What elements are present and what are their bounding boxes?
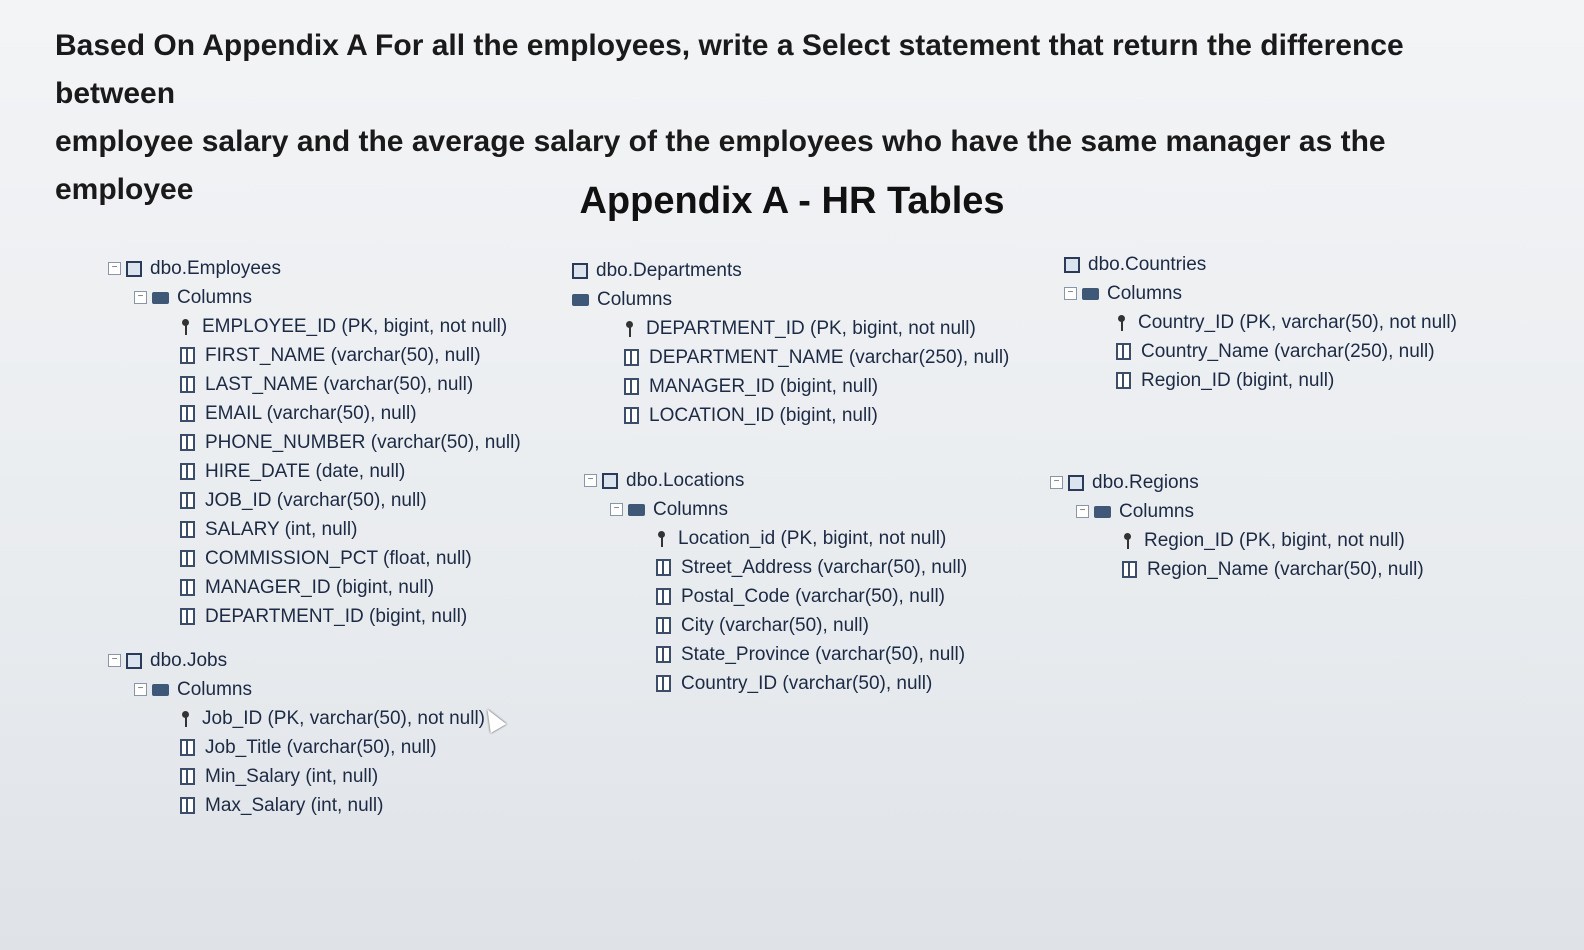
collapse-icon[interactable]: −: [134, 291, 147, 304]
column-label: FIRST_NAME (varchar(50), null): [205, 344, 481, 366]
key-icon: [656, 531, 666, 547]
question-line-2: employee salary and the average salary of the employees who have the same manager as the employee: [55, 125, 1386, 206]
table-node[interactable]: [584, 466, 967, 495]
collapse-icon[interactable]: −: [108, 654, 121, 667]
column-icon: [1116, 343, 1131, 360]
folder-icon: [572, 294, 589, 306]
table-node[interactable]: [1050, 468, 1424, 497]
column-item[interactable]: [572, 314, 1009, 343]
column-label: DEPARTMENT_NAME (varchar(250), null): [649, 346, 1010, 368]
column-icon: [180, 463, 195, 480]
collapse-icon[interactable]: −: [584, 474, 597, 487]
table-name: dbo.Jobs: [150, 649, 228, 671]
column-item[interactable]: [1064, 308, 1457, 337]
key-icon: [1116, 315, 1126, 331]
key-icon: [624, 321, 634, 337]
table-icon: [126, 653, 142, 669]
table-icon: [572, 263, 588, 279]
column-label: EMAIL (varchar(50), null): [205, 402, 417, 424]
collapse-icon[interactable]: −: [1050, 476, 1063, 489]
table-name: dbo.Countries: [1088, 253, 1207, 275]
column-icon: [656, 588, 671, 605]
column-label: Street_Address (varchar(50), null): [681, 556, 968, 578]
column-label: LOCATION_ID (bigint, null): [649, 404, 878, 426]
column-icon: [180, 579, 195, 596]
table-locations: [584, 466, 967, 698]
column-item[interactable]: [108, 733, 485, 762]
column-icon: [656, 646, 671, 663]
column-label: Max_Salary (int, null): [205, 794, 384, 816]
collapse-icon[interactable]: −: [1064, 287, 1077, 300]
column-item[interactable]: [108, 791, 485, 820]
column-label: Location_id (PK, bigint, not null): [678, 527, 947, 549]
folder-label: Columns: [597, 288, 672, 310]
column-item[interactable]: [572, 372, 1009, 401]
column-label: SALARY (int, null): [205, 518, 358, 540]
column-item[interactable]: [584, 640, 967, 669]
column-icon: [1116, 372, 1131, 389]
column-item[interactable]: [584, 611, 967, 640]
folder-icon: [152, 292, 169, 304]
column-label: PHONE_NUMBER (varchar(50), null): [205, 431, 521, 453]
table-jobs: [108, 646, 485, 820]
column-label: HIRE_DATE (date, null): [205, 460, 406, 482]
column-label: Country_ID (PK, varchar(50), not null): [1138, 311, 1457, 333]
appendix-title: Appendix A - HR Tables: [579, 180, 1005, 222]
column-label: EMPLOYEE_ID (PK, bigint, not null): [202, 315, 508, 337]
column-icon: [180, 492, 195, 509]
column-label: Region_Name (varchar(50), null): [1147, 558, 1424, 580]
column-item[interactable]: [1064, 337, 1457, 366]
column-icon: [624, 378, 639, 395]
column-icon: [180, 797, 195, 814]
column-item[interactable]: [108, 486, 521, 515]
table-icon: [1068, 475, 1084, 491]
table-name: dbo.Employees: [150, 257, 281, 279]
column-icon: [656, 675, 671, 692]
column-item[interactable]: [108, 341, 521, 370]
columns-folder[interactable]: [572, 285, 1009, 314]
table-name: dbo.Regions: [1092, 471, 1199, 493]
table-node[interactable]: [108, 646, 485, 675]
column-label: MANAGER_ID (bigint, null): [205, 576, 435, 598]
column-icon: [180, 521, 195, 538]
column-label: Region_ID (bigint, null): [1141, 369, 1335, 391]
table-departments: [572, 256, 1009, 430]
column-label: State_Province (varchar(50), null): [681, 643, 966, 665]
column-item[interactable]: [572, 401, 1009, 430]
column-label: Postal_Code (varchar(50), null): [681, 585, 946, 607]
columns-folder[interactable]: [584, 495, 967, 524]
collapse-icon[interactable]: −: [610, 503, 623, 516]
column-label: Country_ID (varchar(50), null): [681, 672, 933, 694]
columns-folder[interactable]: [108, 675, 485, 704]
column-icon: [180, 347, 195, 364]
folder-icon: [152, 684, 169, 696]
folder-label: Columns: [1119, 500, 1194, 522]
column-label: JOB_ID (varchar(50), null): [205, 489, 427, 511]
column-icon: [624, 407, 639, 424]
folder-label: Columns: [177, 286, 252, 308]
column-icon: [1122, 561, 1137, 578]
column-item[interactable]: [584, 524, 967, 553]
column-icon: [624, 349, 639, 366]
column-icon: [180, 434, 195, 451]
column-label: Job_Title (varchar(50), null): [205, 736, 437, 758]
column-icon: [656, 559, 671, 576]
column-item[interactable]: [108, 704, 485, 733]
key-icon: [1122, 533, 1132, 549]
column-label: Min_Salary (int, null): [205, 765, 379, 787]
column-item[interactable]: [108, 544, 521, 573]
column-item[interactable]: [1050, 555, 1424, 584]
column-item[interactable]: [1050, 526, 1424, 555]
table-icon: [602, 473, 618, 489]
column-label: COMMISSION_PCT (float, null): [205, 547, 472, 569]
folder-icon: [628, 504, 645, 516]
column-icon: [180, 405, 195, 422]
table-employees: [108, 254, 521, 631]
table-node[interactable]: [1064, 250, 1457, 279]
column-label: DEPARTMENT_ID (bigint, null): [205, 605, 468, 627]
folder-label: Columns: [1107, 282, 1182, 304]
column-icon: [180, 550, 195, 567]
column-label: MANAGER_ID (bigint, null): [649, 375, 879, 397]
column-item[interactable]: [108, 312, 521, 341]
columns-folder[interactable]: [108, 283, 521, 312]
columns-folder[interactable]: [1064, 279, 1457, 308]
column-icon: [180, 768, 195, 785]
column-item[interactable]: [1064, 366, 1457, 395]
collapse-icon[interactable]: −: [134, 683, 147, 696]
table-name: dbo.Departments: [596, 259, 742, 281]
column-item[interactable]: [108, 573, 521, 602]
column-label: DEPARTMENT_ID (PK, bigint, not null): [646, 317, 976, 339]
column-item[interactable]: [108, 762, 485, 791]
column-icon: [180, 376, 195, 393]
column-item[interactable]: [572, 343, 1009, 372]
column-item[interactable]: [584, 669, 967, 698]
column-item[interactable]: [108, 399, 521, 428]
column-label: Job_ID (PK, varchar(50), not null): [202, 707, 486, 729]
column-icon: [180, 739, 195, 756]
column-item[interactable]: [584, 582, 967, 611]
table-countries: [1064, 250, 1457, 395]
key-icon: [180, 319, 190, 335]
table-node[interactable]: [108, 254, 521, 283]
table-node[interactable]: [572, 256, 1009, 285]
collapse-icon[interactable]: −: [1076, 505, 1089, 518]
key-icon: [180, 711, 190, 727]
folder-icon: [1094, 506, 1111, 518]
table-icon: [1064, 257, 1080, 273]
column-item[interactable]: [108, 515, 521, 544]
folder-label: Columns: [177, 678, 252, 700]
column-label: Region_ID (PK, bigint, not null): [1144, 529, 1405, 551]
column-item[interactable]: [108, 428, 521, 457]
columns-folder[interactable]: [1050, 497, 1424, 526]
folder-icon: [1082, 288, 1099, 300]
table-regions: [1050, 468, 1424, 584]
column-label: City (varchar(50), null): [681, 614, 869, 636]
table-name: dbo.Locations: [626, 469, 745, 491]
table-icon: [126, 261, 142, 277]
column-icon: [180, 608, 195, 625]
column-item[interactable]: [584, 553, 967, 582]
question-line-1: Based On Appendix A For all the employees, write a Select statement that return the difference between: [55, 29, 1404, 110]
column-label: LAST_NAME (varchar(50), null): [205, 373, 474, 395]
column-item[interactable]: [108, 457, 521, 486]
folder-label: Columns: [653, 498, 728, 520]
collapse-icon[interactable]: −: [108, 262, 121, 275]
column-icon: [656, 617, 671, 634]
column-item[interactable]: [108, 602, 521, 631]
column-label: Country_Name (varchar(250), null): [1141, 340, 1435, 362]
column-item[interactable]: [108, 370, 521, 399]
